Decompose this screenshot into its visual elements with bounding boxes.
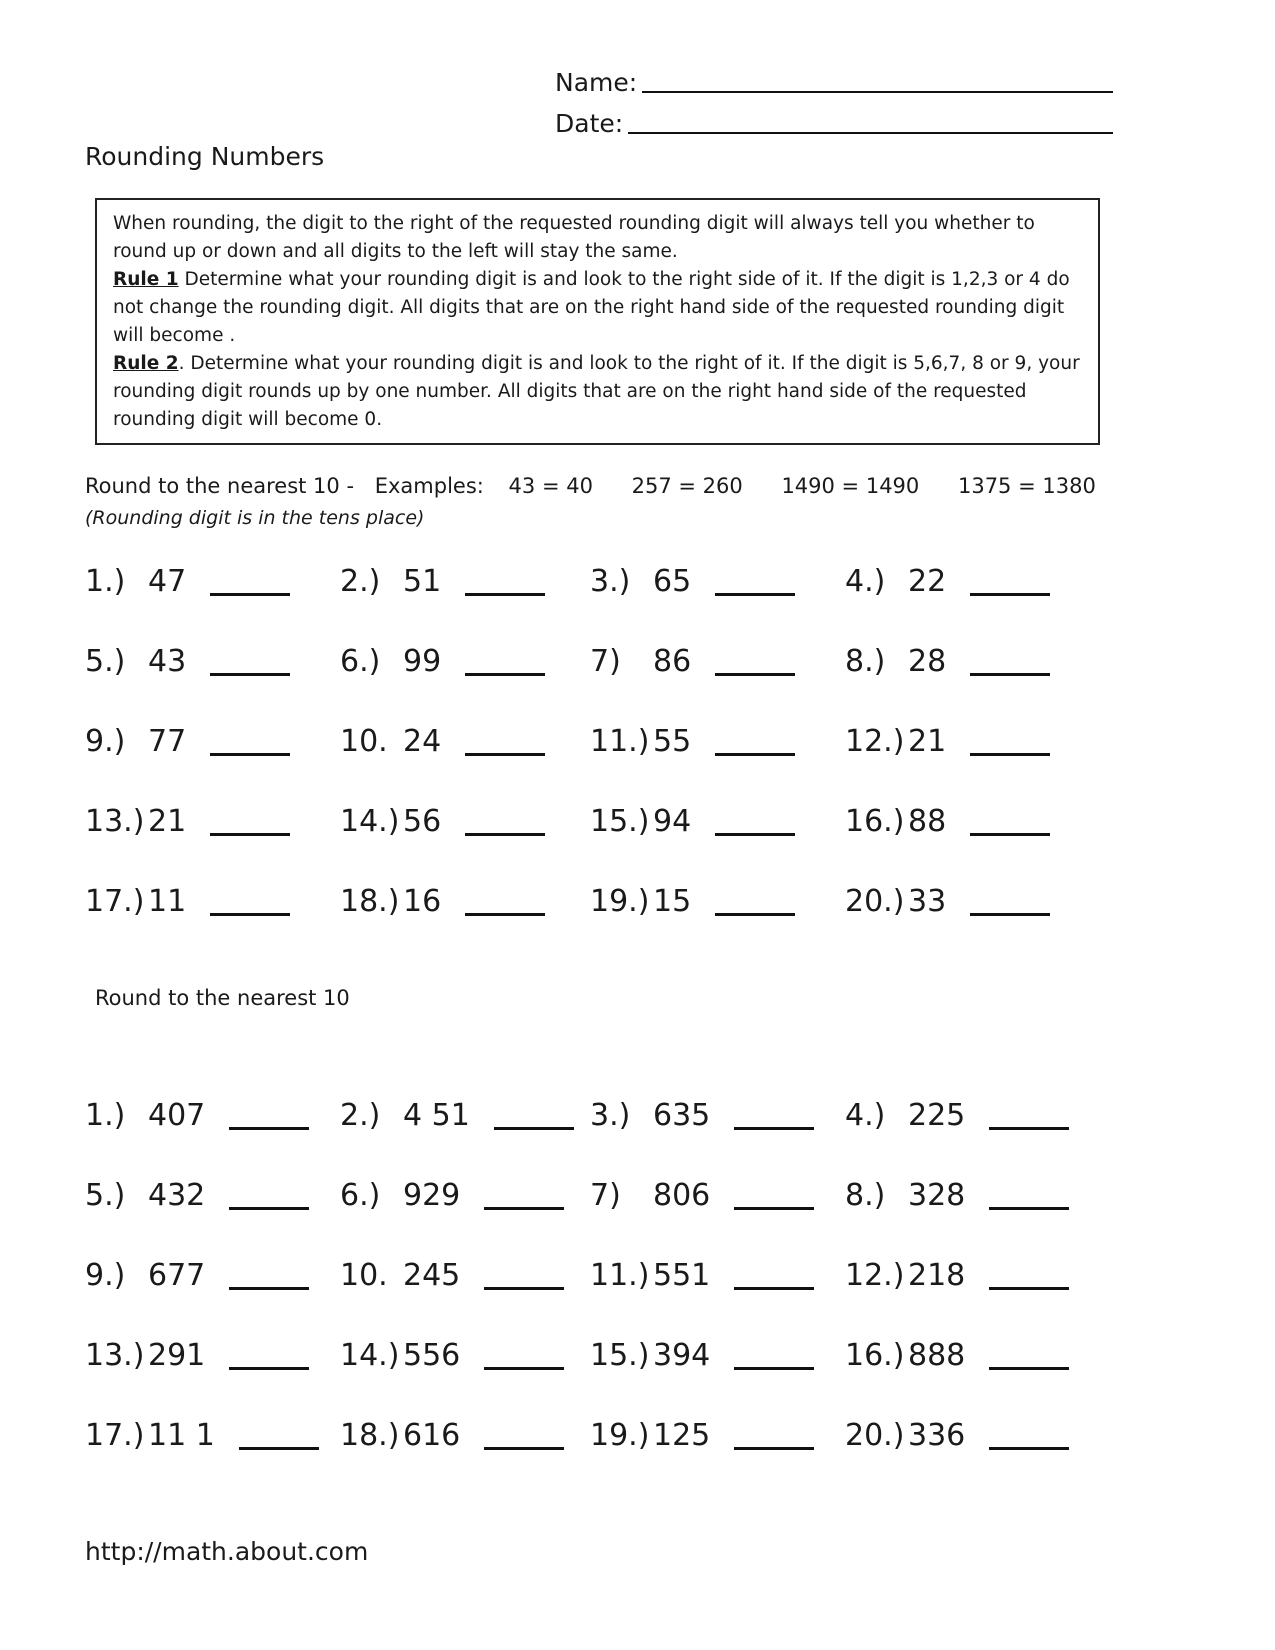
problem-number: 6.) [340, 1178, 381, 1213]
problem-value: 94 [653, 804, 692, 839]
problem-number: 3.) [590, 564, 631, 599]
answer-blank[interactable] [210, 833, 290, 836]
problem-number: 17.) [85, 884, 145, 919]
problem-number: 9.) [85, 1258, 126, 1293]
name-row [555, 56, 1113, 97]
problem-value: 21 [148, 804, 187, 839]
answer-blank[interactable] [734, 1127, 814, 1130]
problem-item [845, 872, 1090, 919]
problem-item [85, 1166, 340, 1213]
problem-item [590, 712, 845, 759]
answer-blank[interactable] [970, 913, 1050, 916]
answer-blank[interactable] [715, 593, 795, 596]
answer-blank[interactable] [210, 753, 290, 756]
problem-item [845, 552, 1090, 599]
problem-value: 43 [148, 644, 187, 679]
answer-blank[interactable] [484, 1367, 564, 1370]
problem-item [845, 792, 1090, 839]
answer-blank[interactable] [484, 1287, 564, 1290]
problem-item [590, 1326, 845, 1373]
problem-value: 218 [908, 1258, 966, 1293]
section1-problems [85, 552, 1090, 919]
answer-blank[interactable] [229, 1207, 309, 1210]
answer-blank[interactable] [484, 1207, 564, 1210]
problem-item [590, 632, 845, 679]
problem-value: 51 [403, 564, 442, 599]
problem-number: 4.) [845, 1098, 886, 1133]
date-label: Date: [555, 109, 624, 138]
problem-number: 11.) [590, 1258, 650, 1293]
problem-value: 551 [653, 1258, 711, 1293]
problem-item [340, 632, 590, 679]
problem-number: 5.) [85, 644, 126, 679]
problem-item [845, 1406, 1090, 1453]
problem-value: 77 [148, 724, 187, 759]
answer-blank[interactable] [465, 593, 545, 596]
problem-value: 635 [653, 1098, 711, 1133]
problem-item [340, 712, 590, 759]
problem-item [340, 1166, 590, 1213]
answer-blank[interactable] [715, 673, 795, 676]
problem-number: 6.) [340, 644, 381, 679]
problem-item [85, 1086, 340, 1133]
problem-value: 22 [908, 564, 947, 599]
answer-blank[interactable] [989, 1367, 1069, 1370]
problem-number: 1.) [85, 1098, 126, 1133]
problem-number: 8.) [845, 644, 886, 679]
answer-blank[interactable] [465, 673, 545, 676]
section1-note: (Rounding digit is in the tens place) [85, 507, 425, 529]
answer-blank[interactable] [715, 913, 795, 916]
problem-number: 8.) [845, 1178, 886, 1213]
answer-blank[interactable] [734, 1447, 814, 1450]
problem-number: 18.) [340, 1418, 400, 1453]
problem-number: 15.) [590, 1338, 650, 1373]
problem-item [340, 872, 590, 919]
problem-item [340, 792, 590, 839]
problem-item [590, 1406, 845, 1453]
problem-number: 18.) [340, 884, 400, 919]
answer-blank[interactable] [229, 1367, 309, 1370]
answer-blank[interactable] [484, 1447, 564, 1450]
problem-value: 336 [908, 1418, 966, 1453]
problem-number: 20.) [845, 1418, 905, 1453]
problem-item [85, 1326, 340, 1373]
problem-number: 9.) [85, 724, 126, 759]
problem-number: 16.) [845, 804, 905, 839]
problem-item [85, 552, 340, 599]
answer-blank[interactable] [229, 1287, 309, 1290]
answer-blank[interactable] [970, 753, 1050, 756]
rule-1-label: Rule 1 [113, 269, 179, 290]
answer-blank[interactable] [734, 1287, 814, 1290]
problem-item [85, 872, 340, 919]
problem-item [845, 712, 1090, 759]
problem-value: 24 [403, 724, 442, 759]
problem-value: 4 51 [403, 1098, 470, 1133]
problem-item [845, 632, 1090, 679]
problem-value: 11 [148, 884, 187, 919]
example-item: 1490 = 1490 [781, 474, 920, 498]
problem-item [340, 1326, 590, 1373]
problem-item [85, 792, 340, 839]
answer-blank[interactable] [210, 673, 290, 676]
problem-number: 16.) [845, 1338, 905, 1373]
section2-problems [85, 1086, 1090, 1453]
problem-item [340, 552, 590, 599]
problem-value: 99 [403, 644, 442, 679]
rule-1-text: Determine what your rounding digit is and look to the right side of it. If the digit is 1,2,3 or 4 do not change the rounding digit. All digits that are on the right hand side of the requested rounding digit will become . [113, 269, 1070, 346]
name-blank-line[interactable] [642, 91, 1113, 93]
problem-value: 245 [403, 1258, 461, 1293]
problem-value: 888 [908, 1338, 966, 1373]
problem-item [845, 1326, 1090, 1373]
problem-value: 11 1 [148, 1418, 215, 1453]
problem-item [590, 792, 845, 839]
problem-number: 10. [340, 724, 388, 759]
problem-number: 15.) [590, 804, 650, 839]
problem-item [590, 1246, 845, 1293]
problem-item [590, 1086, 845, 1133]
name-date-block [555, 56, 1113, 138]
problem-number: 17.) [85, 1418, 145, 1453]
problem-value: 394 [653, 1338, 711, 1373]
rule-2-label: Rule 2 [113, 353, 179, 374]
problem-value: 125 [653, 1418, 711, 1453]
problem-item [340, 1406, 590, 1453]
problem-number: 13.) [85, 804, 145, 839]
answer-blank[interactable] [715, 753, 795, 756]
footer-url: http://math.about.com [85, 1537, 369, 1566]
problem-number: 2.) [340, 1098, 381, 1133]
answer-blank[interactable] [989, 1207, 1069, 1210]
problem-item [85, 1246, 340, 1293]
answer-blank[interactable] [210, 593, 290, 596]
problem-number: 13.) [85, 1338, 145, 1373]
problem-item [590, 1166, 845, 1213]
problem-item [85, 632, 340, 679]
rules-intro: When rounding, the digit to the right of the requested rounding digit will always tell you whether to round up or down and all digits to the left will stay the same. [113, 213, 1035, 262]
problem-number: 20.) [845, 884, 905, 919]
answer-blank[interactable] [229, 1127, 309, 1130]
answer-blank[interactable] [989, 1447, 1069, 1450]
answer-blank[interactable] [989, 1287, 1069, 1290]
problem-number: 2.) [340, 564, 381, 599]
problem-value: 556 [403, 1338, 461, 1373]
problem-value: 929 [403, 1178, 461, 1213]
problem-number: 7) [590, 644, 621, 679]
problem-number: 11.) [590, 724, 650, 759]
example-item: 257 = 260 [631, 474, 743, 498]
problem-number: 19.) [590, 1418, 650, 1453]
problem-number: 1.) [85, 564, 126, 599]
answer-blank[interactable] [734, 1367, 814, 1370]
problem-value: 33 [908, 884, 947, 919]
problem-value: 47 [148, 564, 187, 599]
problem-value: 65 [653, 564, 692, 599]
example-item: 43 = 40 [508, 474, 593, 498]
problem-value: 677 [148, 1258, 206, 1293]
problem-number: 5.) [85, 1178, 126, 1213]
problem-value: 21 [908, 724, 947, 759]
problem-item [845, 1166, 1090, 1213]
answer-blank[interactable] [970, 673, 1050, 676]
section1-heading-row [85, 474, 1128, 498]
problem-item [845, 1246, 1090, 1293]
answer-blank[interactable] [465, 913, 545, 916]
section1-heading: Round to the nearest 10 - [85, 474, 355, 498]
problem-value: 56 [403, 804, 442, 839]
page-title: Rounding Numbers [85, 142, 325, 171]
answer-blank[interactable] [970, 833, 1050, 836]
problem-value: 88 [908, 804, 947, 839]
answer-blank[interactable] [715, 833, 795, 836]
problem-number: 7) [590, 1178, 621, 1213]
problem-number: 14.) [340, 804, 400, 839]
problem-item [85, 712, 340, 759]
answer-blank[interactable] [494, 1127, 574, 1130]
answer-blank[interactable] [734, 1207, 814, 1210]
problem-value: 86 [653, 644, 692, 679]
rules-box [95, 198, 1100, 445]
answer-blank[interactable] [970, 593, 1050, 596]
problem-value: 432 [148, 1178, 206, 1213]
rule-2 [113, 350, 1082, 434]
problem-item [590, 552, 845, 599]
rule-1 [113, 266, 1082, 350]
name-label: Name: [555, 68, 638, 97]
problem-value: 55 [653, 724, 692, 759]
problem-number: 12.) [845, 724, 905, 759]
problem-item [340, 1246, 590, 1293]
problem-value: 16 [403, 884, 442, 919]
examples-list [509, 474, 1128, 498]
problem-number: 3.) [590, 1098, 631, 1133]
answer-blank[interactable] [465, 753, 545, 756]
problem-value: 225 [908, 1098, 966, 1133]
problem-number: 14.) [340, 1338, 400, 1373]
problem-value: 407 [148, 1098, 206, 1133]
problem-number: 10. [340, 1258, 388, 1293]
answer-blank[interactable] [210, 913, 290, 916]
rule-2-text: . Determine what your rounding digit is and look to the right of it. If the digit is 5,6,7, 8 or 9, your rounding digit rounds up by one number. All digits that are on the right hand side of the requested rounding digit will become 0. [113, 353, 1080, 430]
problem-number: 4.) [845, 564, 886, 599]
section2-heading: Round to the nearest 10 [95, 986, 350, 1010]
problem-item [590, 872, 845, 919]
problem-value: 28 [908, 644, 947, 679]
problem-item [340, 1086, 590, 1133]
example-item: 1375 = 1380 [957, 474, 1096, 498]
date-blank-line[interactable] [628, 132, 1113, 134]
problem-number: 12.) [845, 1258, 905, 1293]
problem-item [85, 1406, 340, 1453]
problem-value: 806 [653, 1178, 711, 1213]
answer-blank[interactable] [239, 1447, 319, 1450]
problem-value: 328 [908, 1178, 966, 1213]
problem-value: 291 [148, 1338, 206, 1373]
answer-blank[interactable] [989, 1127, 1069, 1130]
examples-label: Examples: [374, 474, 484, 498]
problem-value: 15 [653, 884, 692, 919]
date-row [555, 97, 1113, 138]
problem-value: 616 [403, 1418, 461, 1453]
problem-item [845, 1086, 1090, 1133]
answer-blank[interactable] [465, 833, 545, 836]
problem-number: 19.) [590, 884, 650, 919]
